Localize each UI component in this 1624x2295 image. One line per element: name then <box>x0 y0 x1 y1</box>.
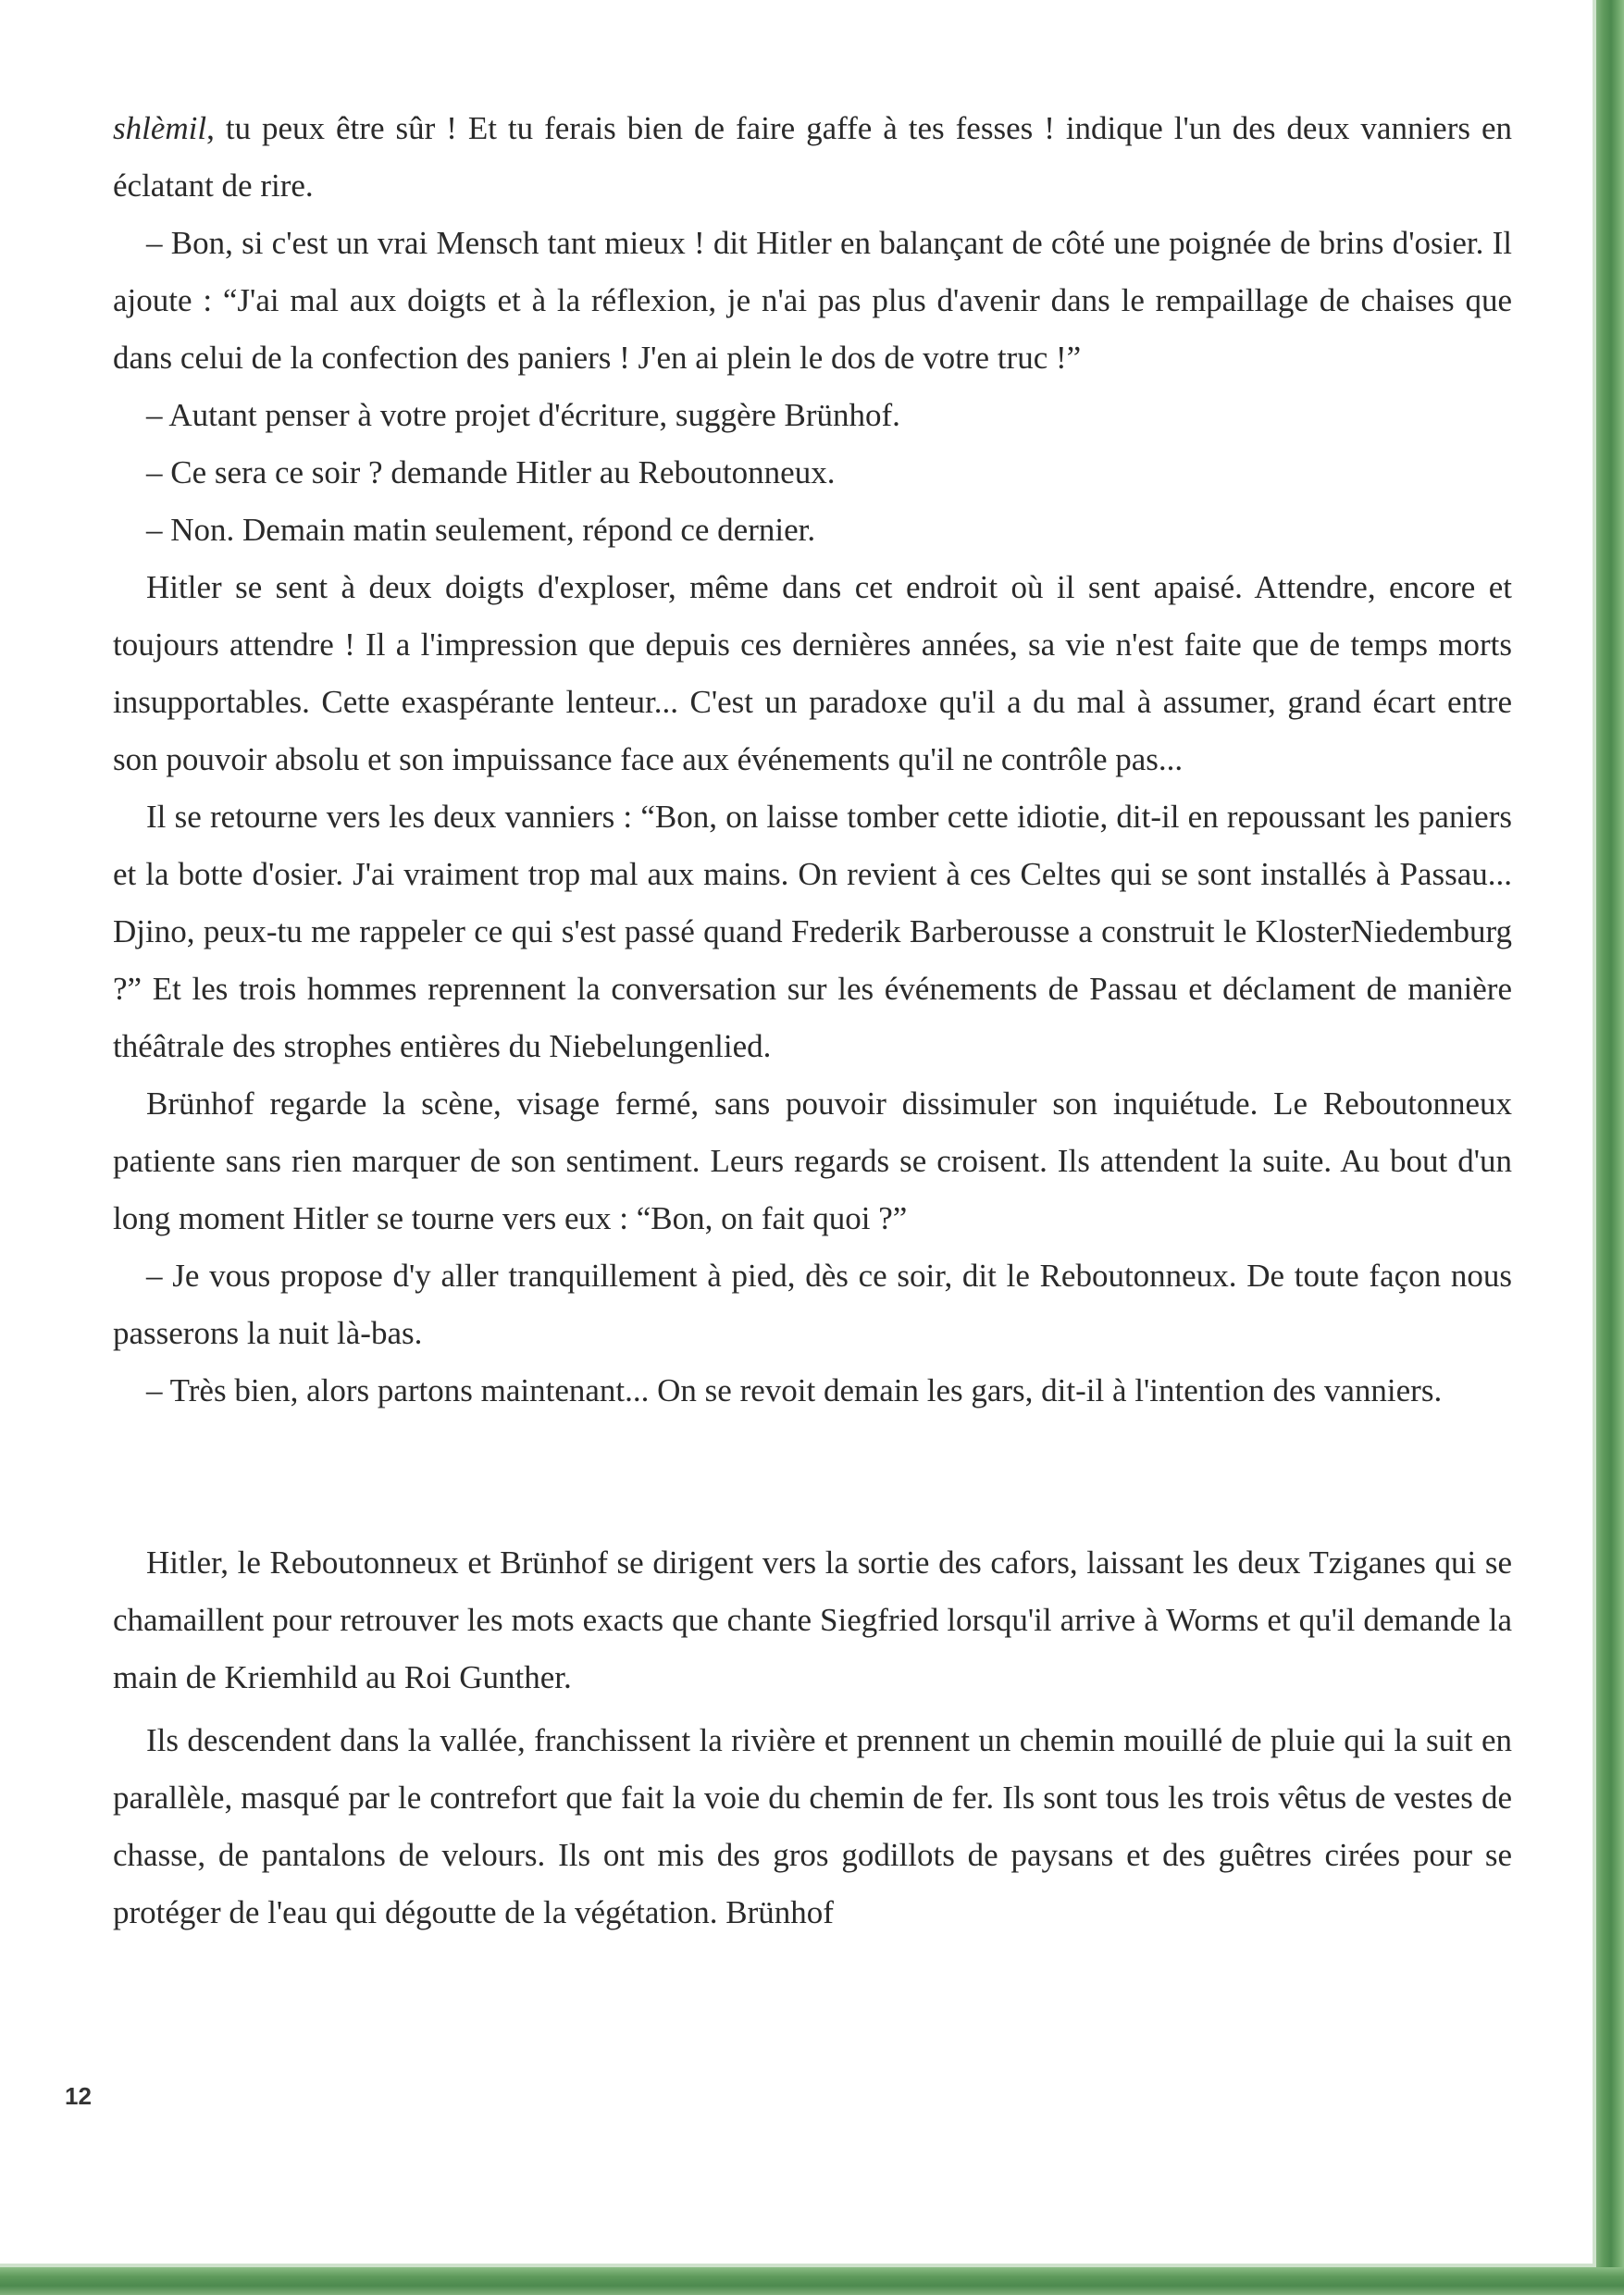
paragraph-8: Brünhof regarde la scène, visage fermé, sans pouvoir dissimuler son inquiétude. Le Reboutonneux patiente sans rien marquer de son sentiment. Leurs regards se croisent. Ils attendent la suite. Au bout d'un long moment Hitler se tourne vers eux : “Bon, on fait quoi ?” <box>113 1085 1512 1236</box>
paragraph-7: Il se retourne vers les deux vanniers : “Bon, on laisse tomber cette idiotie, dit-il en repoussant les paniers et la botte d'osier. J'ai vraiment trop mal aux mains. On revient à ces Celtes qui se sont installés à Passau... Djino, peux-tu me rappeler ce qui s'est passé quand Frederik Barberousse a construit le KlosterNiedemburg ?” Et les trois hommes reprennent la conversation sur les événements de Passau et déclament de manière théâtrale des strophes entières du Niebelungenlied. <box>113 799 1512 1064</box>
italic-word: shlèmil <box>113 110 207 146</box>
paragraph-9: – Je vous propose d'y aller tranquillement à pied, dès ce soir, dit le Reboutonneux. De toute façon nous passerons la nuit là-bas. <box>113 1258 1512 1351</box>
paragraph-11: Hitler, le Reboutonneux et Brünhof se dirigent vers la sortie des cafors, laissant les deux Tziganes qui se chamaillent pour retrouver les mots exacts que chante Siegfried lorsqu'il arrive à Worms et qu'il demande la main de Kriemhild au Roi Gunther. <box>113 1544 1512 1695</box>
paragraph-10: – Très bien, alors partons maintenant... On se revoit demain les gars, dit-il à l'intention des vanniers. <box>146 1372 1443 1408</box>
page-border-right <box>1596 0 1624 2295</box>
section-break <box>113 1420 1512 1534</box>
page-number: 12 <box>65 2082 92 2110</box>
paragraph-2: – Bon, si c'est un vrai Mensch tant mieux ! dit Hitler en balançant de côté une poignée de brins d'osier. Il ajoute : “J'ai mal aux doigts et à la réflexion, je n'ai pas plus d'avenir dans le rempaillage de chaises que dans celui de la confection des paniers ! J'en ai plein le dos de votre truc !” <box>113 225 1512 376</box>
paragraph-6: Hitler se sent à deux doigts d'exploser, même dans cet endroit où il sent apaisé. Attendre, encore et toujours attendre ! Il a l'impression que depuis ces dernières années, sa vie n'est faite que de temps morts insupportables. Cette exaspérante lenteur... C'est un paradoxe qu'il a du mal à assumer, grand écart entre son pouvoir absolu et son impuissance face aux événements qu'il ne contrôle pas... <box>113 569 1512 777</box>
paragraph-5: – Non. Demain matin seulement, répond ce dernier. <box>146 512 816 548</box>
paragraph-4: – Ce sera ce soir ? demande Hitler au Reboutonneux. <box>146 454 836 490</box>
paragraph-1: shlèmil, tu peux être sûr ! Et tu ferais bien de faire gaffe à tes fesses ! indique l'un des deux vanniers en éclatant de rire. <box>113 110 1512 204</box>
paragraph-3: – Autant penser à votre projet d'écriture, suggère Brünhof. <box>146 397 900 433</box>
paragraph-12: Ils descendent dans la vallée, franchissent la rivière et prennent un chemin mouillé de pluie qui la suit en parallèle, masqué par le contrefort que fait la voie du chemin de fer. Ils sont tous les trois vêtus de vestes de chasse, de pantalons de velours. Ils ont mis des gros godillots de paysans et des guêtres cirées pour se protéger de l'eau qui dégoutte de la végétation. Brünhof <box>113 1722 1512 1930</box>
body-text <box>113 100 1512 1941</box>
page-border-bottom <box>0 2267 1624 2295</box>
